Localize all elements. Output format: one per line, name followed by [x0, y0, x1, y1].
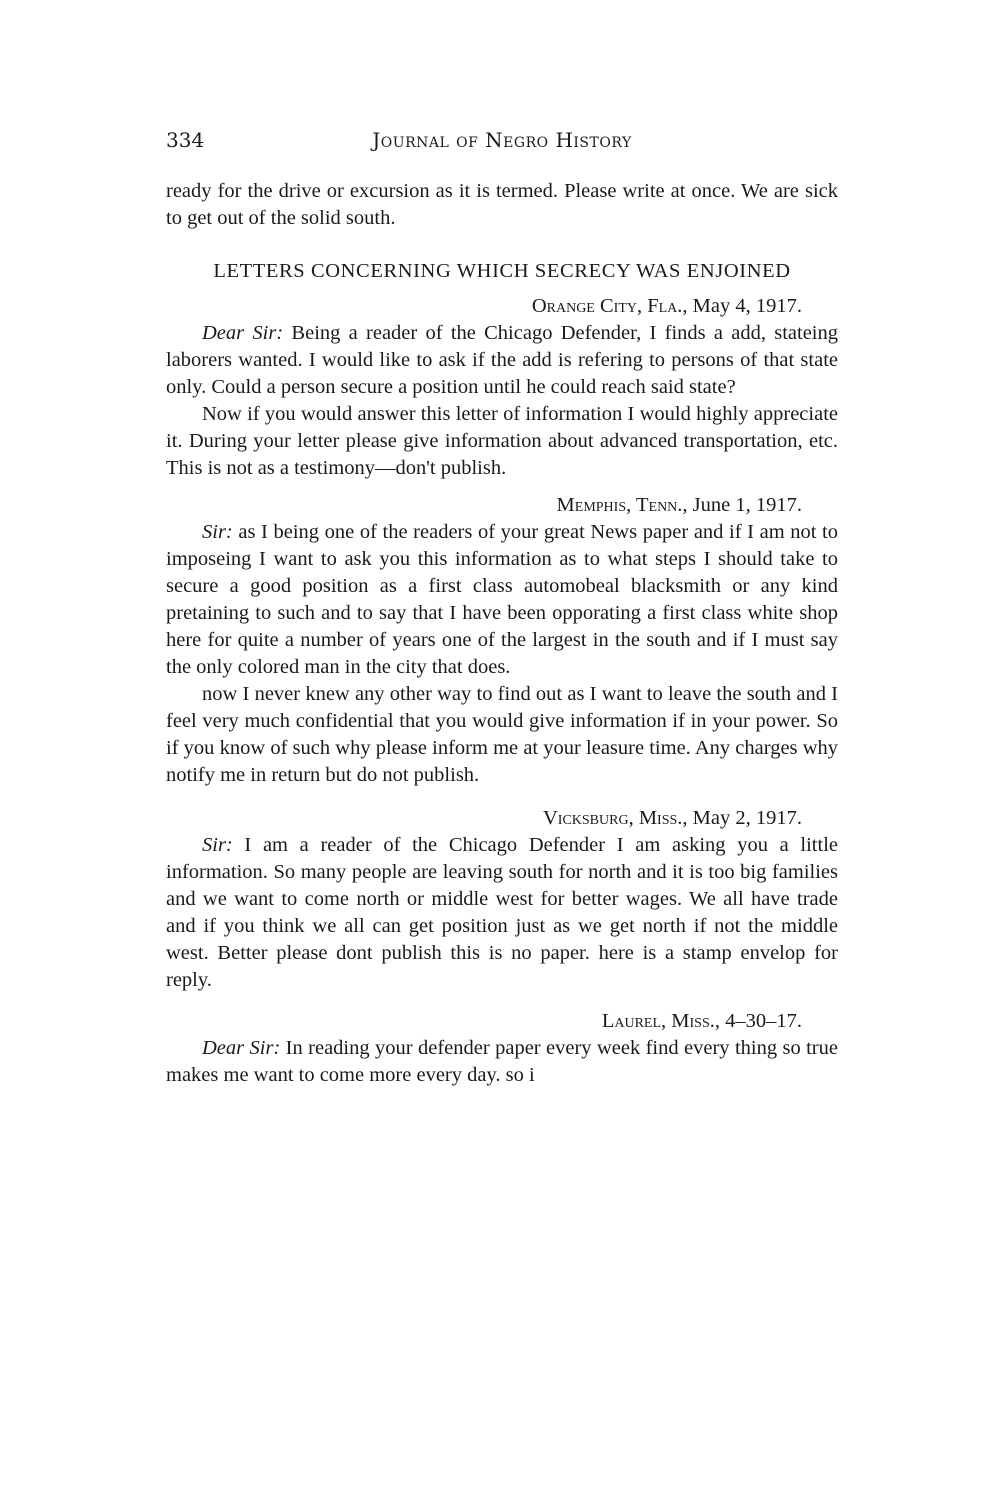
letter-date: May 4, 1917.: [687, 295, 802, 317]
letter-place: Memphis, Tenn.,: [556, 494, 688, 516]
running-head: [166, 128, 838, 158]
letter-paragraph: Now if you would answer this letter of information I would highly appreciate it. During your letter please give information about advanced transportation, etc. This is not as a testimony—don't publish.: [166, 403, 838, 479]
letter-salutation: Dear Sir:: [202, 322, 284, 344]
letter-paragraph: Dear Sir: Being a reader of the Chicago Defender, I finds a add, stateing laborers wanted. I would like to ask if the add is refering to persons of that state only. Could a person secure a position until he could reach said state?: [166, 322, 838, 398]
page-number: 334: [166, 128, 205, 152]
letter-paragraph: Sir: as I being one of the readers of your great News paper and if I am not to imposeing I want to ask you this information as to what steps I should take to secure a good position as a first class automobeal blacksmith or any kind pretaining to such and to say that I have been opporating a first class white shop here for quite a number of years one of the largest in the south and if I must say the only colored man in the city that does.: [166, 521, 838, 678]
letter-paragraph: Dear Sir: In reading your defender paper every week find every thing so true makes me want to come more every day. so i: [166, 1037, 838, 1086]
letter-dateline: [166, 492, 838, 519]
journal-title: Journal of Negro History: [372, 128, 632, 152]
section-heading: LETTERS CONCERNING WHICH SECRECY WAS ENJOINED: [213, 260, 791, 282]
continued-paragraph: ready for the drive or excursion as it is termed. Please write at once. We are sick to get out of the solid south.: [166, 180, 838, 229]
letter-dateline: [166, 1008, 838, 1035]
letter-salutation: Sir:: [202, 834, 233, 856]
letter-dateline: [166, 805, 838, 832]
letter-paragraph: Sir: I am a reader of the Chicago Defender I am asking you a little information. So many people are leaving south for north and it is too big families and we want to come north or middle west for better wages. We all have trade and if you think we all can get position just as we get north if not the middle west. Better please dont publish this is no paper. here is a stamp envelop for reply.: [166, 834, 838, 991]
letter-salutation: Dear Sir:: [202, 1037, 281, 1059]
letter-dateline: [166, 293, 838, 320]
letter-paragraph: now I never knew any other way to find out as I want to leave the south and I feel very much confidential that you would give information if in your power. So if you know of such why please inform me at your leasure time. Any charges why notify me in return but do not publish.: [166, 683, 838, 786]
document-page: [166, 128, 838, 1089]
letter-place: Laurel, Miss.,: [601, 1010, 720, 1032]
letter-date: June 1, 1917.: [687, 494, 802, 516]
letter-place: Orange City, Fla.,: [531, 295, 688, 317]
letter-place: Vicksburg, Miss.,: [542, 807, 688, 829]
letter-date: 4–30–17.: [720, 1010, 802, 1032]
letter-salutation: Sir:: [202, 521, 233, 543]
letter-date: May 2, 1917.: [687, 807, 802, 829]
